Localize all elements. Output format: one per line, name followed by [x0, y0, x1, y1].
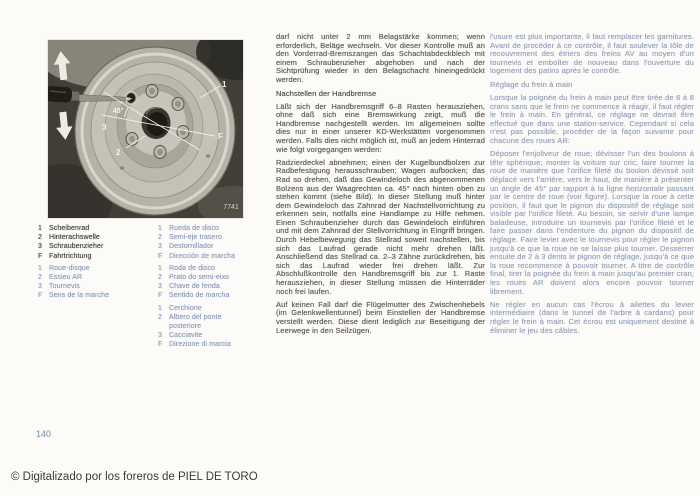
- figure-label-2: 2: [116, 148, 121, 157]
- figure-number: 7741: [223, 204, 239, 211]
- french-paragraph-1: l'usure est plus importante, il faut remplacer les garnitures. Avant de procéder à ce contrôle, il faut soulever la tôle de recouvrement des étriers des freins AV au moyen d'un tournevis et emboîter de nouveau dans l'ouverture du logement des patins après le contrôle.: [490, 32, 694, 76]
- legend-item: F Dirección de marcha: [158, 252, 236, 260]
- legend-italian: [158, 304, 248, 350]
- french-paragraph-2: Lorsque la poignée du frein à main peut être tirée de 6 à 8 crans sans que le frein ne commence à réagir, il faut régler le frein à main. En général, ce réglage ne devrait être effectué que dans une station-service. Cependant si cela n'est pas possible, procéder de la façon suivante pour chacune des roues AR:: [490, 93, 694, 146]
- legend-portuguese: [158, 264, 248, 301]
- german-section-heading: Nachstellen der Handbremse: [276, 88, 377, 98]
- figure-label-f: F: [218, 132, 223, 141]
- legend-item: 2 Prato do semi-eixo: [158, 274, 230, 282]
- legend-item: 3 Cacciavite: [158, 332, 203, 340]
- legend-item: 2 Semi-eje trasero: [158, 234, 222, 242]
- legend-item: 1 Scheibenrad: [38, 225, 90, 232]
- page-number: 140: [36, 429, 52, 439]
- legend-spanish: [158, 224, 248, 261]
- legend-item: 3 Schraubenzieher: [38, 243, 104, 251]
- legend-german: [38, 224, 156, 261]
- wheel-photo-illustration: [48, 40, 243, 218]
- legend-item: 2 Essieu AR: [38, 274, 83, 282]
- legend-item: 3 Tournevis: [38, 283, 80, 291]
- brake-adjustment-photo: [48, 40, 243, 218]
- scan-watermark: © Digitalizado por los foreros de PIEL DE TORO: [11, 471, 258, 483]
- legend-item: F Sens de la marche: [38, 292, 110, 300]
- figure-label-angle: 45°: [112, 108, 124, 115]
- legend-item: F Direzione di marcia: [158, 341, 231, 349]
- german-paragraph-3: Radzierdeckel abnehmen; einen der Kugelbundbolzen zur Radbefestigung herausschrauben; Wagen aufbocken; das Rad so drehen, daß das Gewindeloch des abgenommenen Bolzens aus der Waagrechten ca. 45° nach hinten oben zu stehen kommt (siehe Bild). In dieser Stellung muß hinter dem Gewindeloch das Zahnrad der Nachstellvorrichtung zu erkennen sein, notfalls eine Handlampe zu Hilfe nehmen. Einen Schraubenzieher durch das Gewindeloch einführen und mit dem Zahnrad der Stellvorrichtung in Eingriff bringen. Durch Hebelbewegung das Stellrad soweit nachstellen, bis sich das Laufrad gerade nicht mehr drehen läßt. Anschließend das Stellrad ca. 2–3 Zähne zurückdrehen, bis sich das Laufrad wieder frei drehen läßt. Zur Abschlußkontrolle den Handbremsgriff bis zur 1. Raste herausziehen, in dieser Stellung müssen die Hinterräder noch frei laufen.: [276, 157, 485, 296]
- legend-item: 3 Destornillador: [158, 243, 214, 251]
- german-paragraph-1: darf nicht unter 2 mm Belagstärke kommen; wenn erforderlich, Beläge wechseln. Vor dieser Kontrolle muß an den Vorderrad-Bremszangen das Schachtabdeckblech mit einem Schraubenzieher abgehoben und nach der Sichtprüfung wieder in den Belagschacht hineingedrückt werden.: [276, 32, 485, 84]
- german-text-column: [276, 33, 485, 340]
- legend-item: F Fahrtrichtung: [38, 252, 92, 260]
- french-text-column: [490, 33, 694, 340]
- legend-right-column: [158, 224, 248, 353]
- legend-item: F Sentido de marcha: [158, 292, 230, 300]
- figure-number-badge: [220, 200, 242, 212]
- legend-item: 2 Hinterachswelle: [38, 234, 100, 242]
- disc-wheel: [75, 47, 235, 215]
- legend-item: 2 Albero del ponte posteriore: [158, 313, 222, 331]
- german-paragraph-4: Auf keinen Fall darf die Flügelmutter des Zwischenhebels (im Gelenkwellentunnel) beim Einstellen der Handbremse verstellt werden. Diese dient lediglich zur Beseitigung der Leerwege in den Seilzügen.: [276, 299, 485, 335]
- legend-item: 1 Roue-disque: [38, 264, 90, 272]
- french-paragraph-3: Déposer l'enjoliveur de roue; dévisser l'un des boulons à tête sphérique; monter la voiture sur cric; faire tourner la roue de manière que l'orifice fileté du boulon dévissé soit déplacé vers l'arrière, vers le haut, de manière à présenter un angle de 45° par rapport à la ligne horizontale passant par le centre de roue (voir figure). Lorsque la roue à cette position, il faut que le pignon du dispositif de réglage soit visible par l'orifice fileté. Au besoin, se servir d'une lampe baladeuse, introduire un tournevis par l'orifice fileté et le faire passer dans l'endenture du pignon du dispositif de réglage. Faire levier avec le tournevis pour régler le pignon jusqu'à ce que la roue ne se laisse plus tourner. Desserrer ensuite de 2 à 3 dents le pignon de réglage, jusqu'à ce que la roue recommence à pouvoir tourner. A titre de contrôle final, tirer la poignée du frein à main jusqu'au premier cran, les roues AR doivent alors encore pouvoir tourner librement.: [490, 149, 694, 296]
- legend-item: 1 Cerchione: [158, 304, 202, 312]
- legend-item: 3 Chave de fenda: [158, 283, 220, 291]
- french-section-heading: Réglage du frein à main: [490, 79, 573, 89]
- legend-item: 1 Roda de disco: [158, 264, 216, 272]
- figure-label-3: 3: [102, 123, 107, 132]
- legend-item: 1 Rueda de disco: [158, 225, 220, 232]
- french-paragraph-4: Ne régler en aucun cas l'écrou à ailettes du levier intermédiaire (dans le tunnel de l'arbre à cardans) pour régler le frein à main. Cet écrou est uniquement destiné à éliminer le jeu des câbles.: [490, 299, 694, 335]
- legend-french: [38, 264, 156, 301]
- figure-label-1: 1: [222, 80, 227, 89]
- german-paragraph-2: Läßt sich der Handbremsgriff 6–8 Rasten herausziehen, ohne daß sich eine Bremswirkung zeigt, muß die Handbremse nachgestellt werden. Im allgemeinen sollte dies nur in einer unserer KD-Werkstätten vorgenommen werden. Falls dies nicht möglich ist, muß an jedem Hinterrad wie folgt vorgegangen werden:: [276, 101, 485, 154]
- legend-left-column: [38, 224, 156, 304]
